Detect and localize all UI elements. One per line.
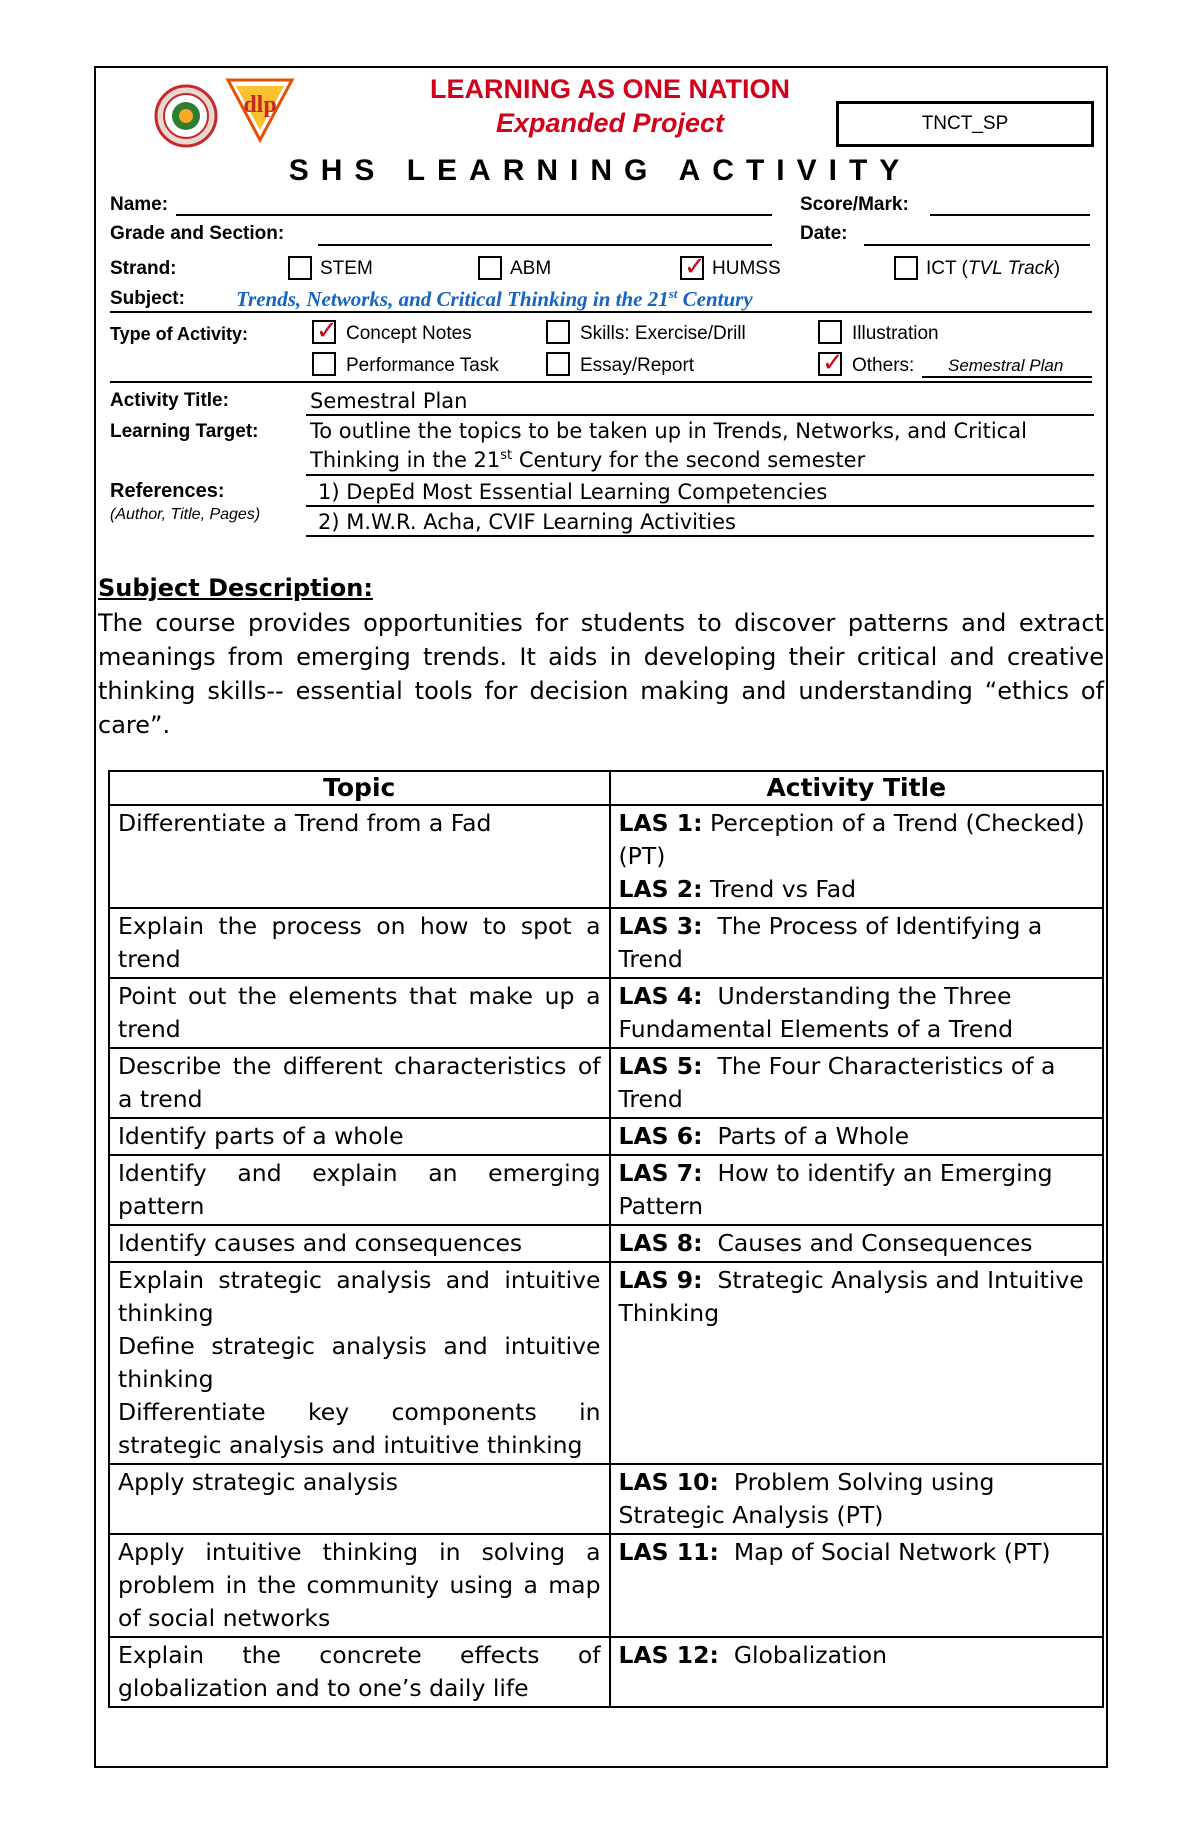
date-field[interactable] xyxy=(864,244,1090,246)
grade-field[interactable] xyxy=(318,244,772,246)
activity-cell xyxy=(610,1118,1104,1155)
header-title: LEARNING AS ONE NATION xyxy=(429,74,790,104)
topic-column-header: Topic xyxy=(109,771,610,805)
reference-1: 1) DepEd Most Essential Learning Competencies xyxy=(318,480,828,504)
activity-column-header: Activity Title xyxy=(610,771,1104,805)
topic-text: Apply strategic analysis xyxy=(118,1468,398,1496)
topic-cell xyxy=(109,1118,610,1155)
essay-report-label: Essay/Report xyxy=(580,355,695,376)
subject-label: Subject: xyxy=(110,288,185,309)
learning-target-label: Learning Target: xyxy=(110,421,259,442)
stem-label: STEM xyxy=(320,258,373,279)
activity-cell xyxy=(610,1464,1104,1534)
learning-target-underline xyxy=(306,474,1094,476)
learning-target-line2: Thinking in the 21st Century for the second semester xyxy=(310,448,866,472)
las-number: LAS 11: xyxy=(618,1538,719,1566)
topic-cell xyxy=(109,978,610,1048)
activity-cell xyxy=(610,1534,1104,1637)
las-number: LAS 3: xyxy=(618,912,703,940)
subject-value: Trends, Networks, and Critical Thinking in the 21st Century xyxy=(236,286,753,311)
others-value: Semestral Plan xyxy=(948,356,1064,375)
humss-label: HUMSS xyxy=(712,258,781,279)
topic-text: Differentiate a Trend from a Fad xyxy=(118,809,492,837)
table-row xyxy=(109,978,1103,1048)
illustration-label: Illustration xyxy=(852,323,939,344)
check-mark-icon: ✓ xyxy=(316,316,338,346)
reference-2-underline xyxy=(306,535,1094,537)
table-row xyxy=(109,908,1103,978)
activity-cell xyxy=(610,1225,1104,1262)
abm-label: ABM xyxy=(510,258,552,279)
table-row xyxy=(109,1118,1103,1155)
learning-target-line1: To outline the topics to be taken up in Trends, Networks, and Critical xyxy=(310,419,1027,443)
table-row xyxy=(109,1464,1103,1534)
activity-cell xyxy=(610,908,1104,978)
activity-entry xyxy=(619,807,1095,873)
activity-title-value: Semestral Plan xyxy=(310,389,468,413)
topic-cell xyxy=(109,1225,610,1262)
las-number: LAS 2: xyxy=(618,875,703,903)
topic-text: Point out the elements that make up a trend xyxy=(118,982,601,1043)
table-row xyxy=(109,1155,1103,1225)
grade-label: Grade and Section: xyxy=(110,223,285,244)
topic-cell xyxy=(109,1464,610,1534)
topic-text: Explain the process on how to spot a trend xyxy=(118,912,601,973)
activity-entry xyxy=(619,1639,1095,1672)
header-subtitle: Expanded Project xyxy=(495,108,725,138)
activity-heading: SHS LEARNING ACTIVITY xyxy=(288,154,912,187)
las-number: LAS 7: xyxy=(618,1159,703,1187)
school-seal-logo xyxy=(154,84,218,148)
activity-cell xyxy=(610,1637,1104,1707)
table-row xyxy=(109,1048,1103,1118)
others-checkbox[interactable] xyxy=(818,348,844,378)
svg-text:dlp: dlp xyxy=(243,92,277,118)
activity-title-label: Activity Title: xyxy=(110,390,229,411)
activity-entry xyxy=(619,873,1095,906)
strand-label: Strand: xyxy=(110,258,177,279)
las-number: LAS 9: xyxy=(618,1266,703,1294)
activity-entry xyxy=(619,1536,1095,1569)
activity-entry xyxy=(619,1157,1095,1223)
activity-cell xyxy=(610,1155,1104,1225)
score-label: Score/Mark: xyxy=(800,194,909,215)
reference-1-underline xyxy=(306,505,1094,507)
dlp-logo xyxy=(224,72,296,144)
las-number: LAS 8: xyxy=(618,1229,703,1257)
table-row xyxy=(109,1225,1103,1262)
humss-checkbox[interactable] xyxy=(680,252,706,282)
references-label: References: xyxy=(110,480,225,502)
topic-text: Describe the different characteristics of a trend xyxy=(118,1052,601,1113)
las-number: LAS 6: xyxy=(618,1122,703,1150)
topic-text: Apply intuitive thinking in solving a problem in the community using a map of social networks xyxy=(118,1538,601,1632)
abm-checkbox[interactable] xyxy=(478,256,502,280)
activity-title: Globalization xyxy=(718,1641,888,1669)
table-row xyxy=(109,805,1103,908)
activity-title: Understanding the Three Fundamental Elements of a Trend xyxy=(618,982,1019,1043)
subject-code-box: TNCT_SP xyxy=(836,101,1094,147)
section-divider xyxy=(110,381,1092,383)
subject-description-heading: Subject Description: xyxy=(98,574,373,602)
check-mark-icon: ✓ xyxy=(684,252,706,282)
topic-text: Identify and explain an emerging pattern xyxy=(118,1159,601,1220)
references-note: (Author, Title, Pages) xyxy=(110,506,261,523)
activity-entry xyxy=(619,1120,1095,1153)
activity-entry xyxy=(619,1466,1095,1532)
topic-cell xyxy=(109,1534,610,1637)
topic-text: Define strategic analysis and intuitive thinking xyxy=(118,1332,601,1393)
activity-cell xyxy=(610,1262,1104,1464)
subject-underline xyxy=(110,311,1092,313)
subject-description-text: The course provides opportunities for students to discover patterns and extract meanings from emerging trends. It aids in developing their critical and creative thinking skills-- essential tools for decision making and understanding “ethics of care”. xyxy=(98,609,1104,739)
las-number: LAS 5: xyxy=(618,1052,703,1080)
topic-cell xyxy=(109,805,610,908)
activity-title: Strategic Analysis and Intuitive Thinking xyxy=(618,1266,1092,1327)
activity-title: Parts of a Whole xyxy=(702,1122,910,1150)
activity-title: Trend vs Fad xyxy=(702,875,857,903)
check-mark-icon: ✓ xyxy=(822,348,844,378)
table-header-row xyxy=(109,771,1103,805)
las-number: LAS 10: xyxy=(618,1468,719,1496)
type-of-activity-label: Type of Activity: xyxy=(110,324,249,344)
stem-checkbox[interactable] xyxy=(288,256,312,280)
date-label: Date: xyxy=(800,223,848,244)
others-label: Others: xyxy=(852,355,915,376)
topic-cell xyxy=(109,1155,610,1225)
topic-text: Explain strategic analysis and intuitive thinking xyxy=(118,1266,601,1327)
activity-entry xyxy=(619,910,1095,976)
activity-title: Perception of a Trend (Checked) (PT) xyxy=(618,809,1093,870)
las-number: LAS 1: xyxy=(618,809,703,837)
activity-entry xyxy=(619,1227,1095,1260)
table-row xyxy=(109,1262,1103,1464)
illustration-checkbox[interactable] xyxy=(818,320,842,344)
others-underline xyxy=(922,376,1092,378)
score-field[interactable] xyxy=(930,214,1090,216)
las-number: LAS 4: xyxy=(618,982,703,1010)
name-field[interactable] xyxy=(176,214,772,216)
skills-checkbox[interactable] xyxy=(546,320,570,344)
topic-cell xyxy=(109,1048,610,1118)
essay-report-checkbox[interactable] xyxy=(546,352,570,376)
name-label: Name: xyxy=(110,194,169,215)
activity-entry xyxy=(619,1264,1095,1330)
topic-text: Identify parts of a whole xyxy=(118,1122,404,1150)
ict-checkbox[interactable] xyxy=(894,256,918,280)
activity-title: The Process of Identifying a Trend xyxy=(618,912,1050,973)
table-row xyxy=(109,1534,1103,1637)
activity-entry xyxy=(619,980,1095,1046)
activity-title: Causes and Consequences xyxy=(702,1229,1033,1257)
topic-text: Explain the concrete effects of globalization and to one’s daily life xyxy=(118,1641,601,1702)
topic-cell xyxy=(109,1262,610,1464)
las-number: LAS 12: xyxy=(618,1641,719,1669)
concept-notes-label: Concept Notes xyxy=(346,323,472,344)
table-row xyxy=(109,1637,1103,1707)
topic-text: Identify causes and consequences xyxy=(118,1229,523,1257)
topic-cell xyxy=(109,908,610,978)
activity-title: How to identify an Emerging Pattern xyxy=(618,1159,1061,1220)
reference-2: 2) M.W.R. Acha, CVIF Learning Activities xyxy=(318,510,736,534)
activity-cell xyxy=(610,978,1104,1048)
activity-cell xyxy=(610,805,1104,908)
activity-title-underline xyxy=(306,414,1094,416)
topic-text: Differentiate key components in strategic analysis and intuitive thinking xyxy=(118,1398,601,1459)
ict-label: ICT (TVL Track) xyxy=(926,258,1061,279)
performance-task-label: Performance Task xyxy=(346,355,499,376)
skills-label: Skills: Exercise/Drill xyxy=(580,323,746,344)
activity-title: Problem Solving using Strategic Analysis (PT) xyxy=(618,1468,1002,1529)
topic-cell xyxy=(109,1637,610,1707)
activity-title: The Four Characteristics of a Trend xyxy=(618,1052,1063,1113)
activity-entry xyxy=(619,1050,1095,1116)
semestral-plan-table xyxy=(108,770,1104,1708)
activity-title: Map of Social Network (PT) xyxy=(718,1538,1051,1566)
table-body xyxy=(109,805,1103,1707)
performance-task-checkbox[interactable] xyxy=(312,352,336,376)
activity-cell xyxy=(610,1048,1104,1118)
concept-notes-checkbox[interactable] xyxy=(312,316,338,346)
